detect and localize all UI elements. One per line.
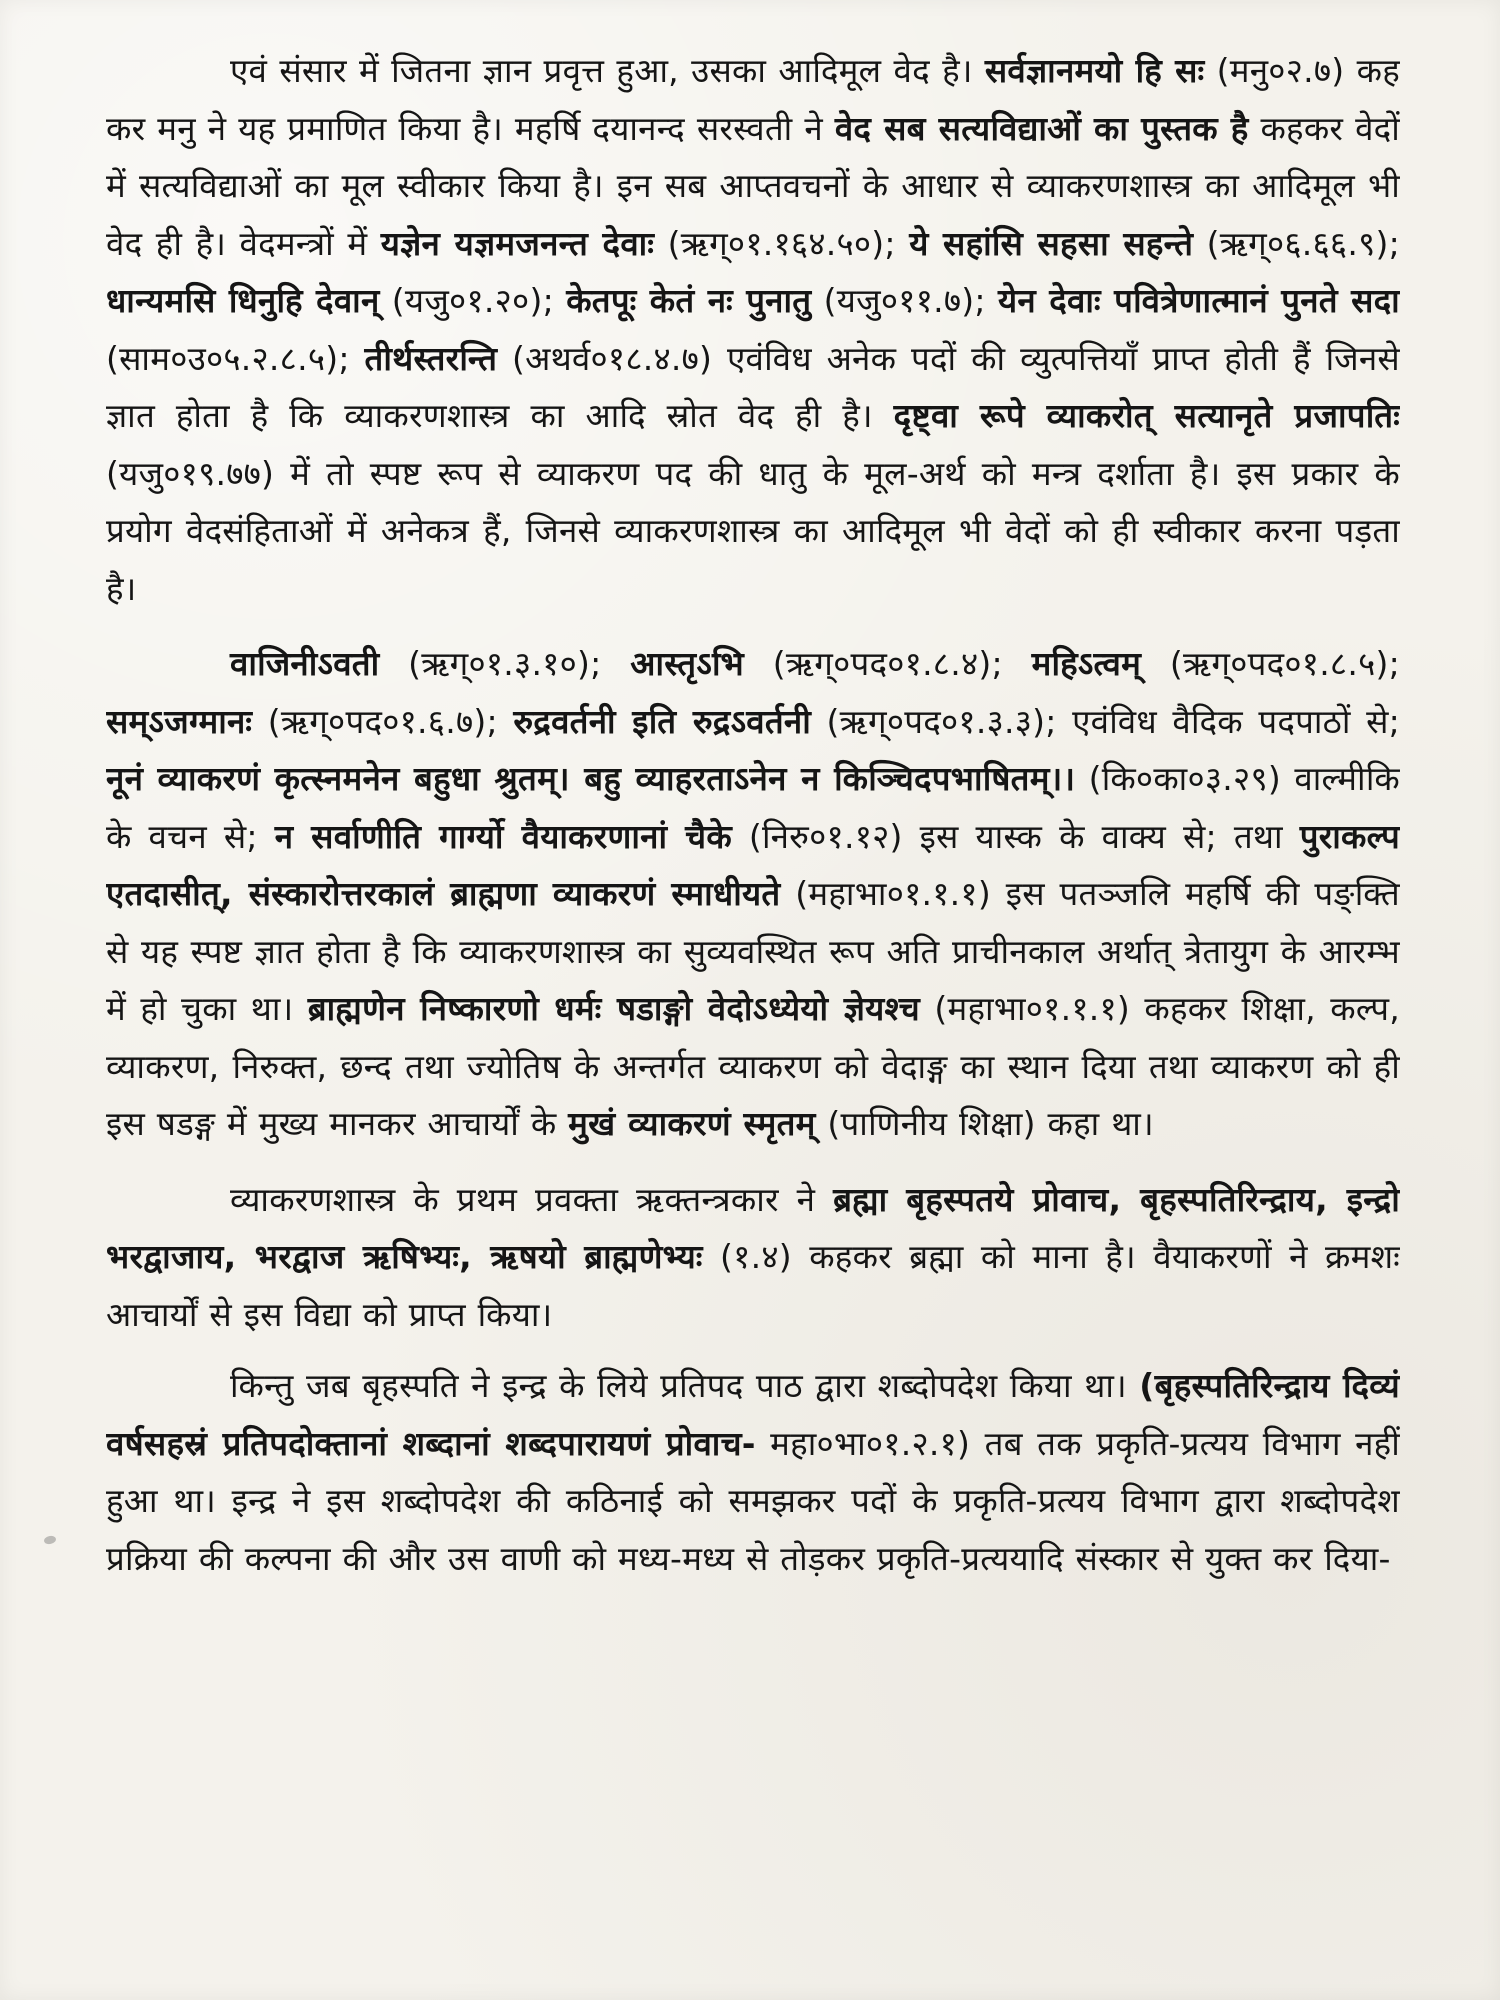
paragraph-2-segment-8: (ऋग्०पद०१.६.७); xyxy=(252,701,514,741)
paragraph-1-segment-10: धान्यमसि धिनुहि देवान् xyxy=(106,281,380,320)
paragraph-2-segment-16: (महाभा०१.१.१) इस पतञ्जलि महर्षि की पङ्क्ति से यह स्पष्ट ज्ञात होता है कि व्याकरणशास्त्र का सुव्यवस्थित रूप अति प्राचीनकाल अर्थात् त्रेतायुग के आरम्भ में हो चुका था। xyxy=(106,874,1400,1028)
paragraph-1-segment-13: (यजु०११.७); xyxy=(811,281,999,320)
paragraph-2-segment-14: (निरु०१.१२) इस यास्क के वाक्य से; तथा xyxy=(731,816,1300,856)
paragraph-2-segment-20: (पाणिनीय शिक्षा) कहा था। xyxy=(815,1104,1154,1143)
paragraph-2-segment-2: (ऋग्०१.३.१०); xyxy=(379,644,631,683)
paragraph-1-segment-12: केतपूः केतं नः पुनातु xyxy=(566,281,812,320)
paragraph-1-segment-1: एवं संसार में जितना ज्ञान प्रवृत्त हुआ, उसका आदिमूल वेद है। xyxy=(230,51,985,90)
paragraph-2-segment-11: नूनं व्याकरणं कृत्स्नमनेन बहुधा श्रुतम्। बहु व्याहरताऽनेन न किञ्चिदपभाषितम्।। xyxy=(106,759,1076,798)
paragraph-2-segment-5: महिऽत्वम् xyxy=(1031,644,1142,683)
paragraph-1-segment-5: कहकर वेदों में सत्यविद्याओं का मूल स्वीकार किया है। इन सब आप्तवचनों के आधार से व्याकरणशास्त्र का आदिमूल भी वेद ही है। वेदमन्त्रों में xyxy=(106,108,1400,263)
paragraph-1-segment-7: (ऋग्०१.१६४.५०); xyxy=(654,223,910,263)
paragraph-1-segment-6: यज्ञेन यज्ञमजनन्त देवाः xyxy=(380,223,655,263)
paragraph-1-segment-18: दृष्ट्वा रूपे व्याकरोत् सत्यानृते प्रजापतिः xyxy=(893,396,1400,435)
paragraph-1-segment-16: तीर्थस्तरन्ति xyxy=(364,338,498,378)
paragraph-1-segment-2: सर्वज्ञानमयो हि सः xyxy=(984,51,1205,90)
paragraph-3-segment-3: (१.४) कहकर ब्रह्मा को माना है। वैयाकरणों ने क्रमशः आचार्यों से इस विद्या को प्राप्त किया। xyxy=(106,1237,1400,1334)
paragraph-2-segment-4: (ऋग्०पद०१.८.४); xyxy=(744,644,1032,683)
paragraph-2 xyxy=(106,635,1400,1153)
paragraph-2-segment-13: न सर्वाणीति गार्ग्यो वैयाकरणानां चैके xyxy=(274,816,732,856)
paragraph-2-segment-17: ब्राह्मणेन निष्कारणो धर्मः षडाङ्गो वेदोऽध्येयो ज्ञेयश्च xyxy=(307,989,920,1028)
paragraph-2-segment-12: (कि०का०३.२९) वाल्मीकि के वचन से; xyxy=(106,759,1400,856)
paragraph-3-segment-1: व्याकरणशास्त्र के प्रथम प्रवक्ता ऋक्तन्त्रकार ने xyxy=(230,1179,834,1219)
paragraph-1-segment-11: (यजु०१.२०); xyxy=(379,281,567,320)
paragraph-2-segment-10: (ऋग्०पद०१.३.३); एवंविध वैदिक पदपाठों से; xyxy=(811,701,1400,741)
document-text xyxy=(106,42,1400,1972)
paragraph-2-segment-18: (महाभा०१.१.१) कहकर शिक्षा, कल्प, व्याकरण, निरुक्त, छन्द तथा ज्योतिष के अन्तर्गत व्याकरण को वेदाङ्ग का स्थान दिया तथा व्याकरण को ही इस षडङ्ग में मुख्य मानकर आचार्यों के xyxy=(106,989,1400,1143)
paragraph-1-segment-8: ये सहांसि सहसा सहन्ते xyxy=(909,223,1194,263)
paragraph-1-segment-3: (मनु०२.७) कह कर मनु ने यह प्रमाणित किया है। महर्षि दयानन्द सरस्वती ने xyxy=(106,51,1400,148)
paragraph-3 xyxy=(106,1171,1400,1344)
paragraph-3-segment-2: ब्रह्मा बृहस्पतये प्रोवाच, बृहस्पतिरिन्द्राय, इन्द्रो भरद्वाजाय, भरद्वाज ऋषिभ्यः, ऋषयो ब्राह्मणेभ्यः xyxy=(106,1179,1400,1276)
paragraph-1-segment-17: (अथर्व०१८.४.७) एवंविध अनेक पदों की व्युत्पत्तियाँ प्राप्त होती हैं जिनसे ज्ञात होता है कि व्याकरणशास्त्र का आदि स्रोत वेद ही है। xyxy=(106,338,1400,435)
paragraph-4-segment-2: (बृहस्पतिरिन्द्राय दिव्यं वर्षसहस्रं प्रतिपदोक्तानां शब्दानां शब्दपारायणं प्रोवाच- xyxy=(106,1366,1400,1463)
paragraph-1-segment-19: (यजु०१९.७७) में तो स्पष्ट रूप से व्याकरण पद की धातु के मूल-अर्थ को मन्त्र दर्शाता है। इस प्रकार के प्रयोग वेदसंहिताओं में अनेकत्र हैं, जिनसे व्याकरणशास्त्र का आदिमूल भी वेदों को ही स्वीकार करना पड़ता है। xyxy=(106,453,1400,608)
paragraph-2-segment-3: आस्तृऽभि xyxy=(630,644,744,683)
paragraph-2-segment-15: पुराकल्प एतदासीत्, संस्कारोत्तरकालं ब्राह्मणा व्याकरणं स्माधीयते xyxy=(106,816,1400,913)
scan-smudge xyxy=(43,1535,56,1545)
paragraph-2-segment-1: वाजिनीऽवती xyxy=(230,644,380,683)
paragraph-1-segment-15: (साम०उ०५.२.८.५); xyxy=(106,338,365,378)
paragraph-1-segment-9: (ऋग्०६.६६.९); xyxy=(1193,223,1400,263)
paragraph-1 xyxy=(106,42,1400,617)
paragraph-1-segment-4: वेद सब सत्यविद्याओं का पुस्तक है xyxy=(834,108,1249,148)
paragraph-4 xyxy=(106,1357,1400,1587)
paragraph-2-segment-6: (ऋग्०पद०१.८.५); xyxy=(1141,644,1400,683)
paragraph-2-segment-19: मुखं व्याकरणं स्मृतम् xyxy=(568,1104,816,1143)
paragraph-4-segment-1: किन्तु जब बृहस्पति ने इन्द्र के लिये प्रतिपद पाठ द्वारा शब्दोपदेश किया था। xyxy=(230,1366,1140,1405)
paragraph-2-segment-7: सम्ऽजग्मानः xyxy=(106,701,253,741)
paragraph-2-segment-9: रुद्रवर्तनी इति रुद्रऽवर्तनी xyxy=(513,701,812,741)
paragraph-1-segment-14: येन देवाः पवित्रेणात्मानं पुनते सदा xyxy=(998,281,1400,320)
paragraph-4-segment-3: महा०भा०१.२.१) तब तक प्रकृति-प्रत्यय विभाग नहीं हुआ था। इन्द्र ने इस शब्दोपदेश की कठिनाई को समझकर पदों के प्रकृति-प्रत्यय विभाग द्वारा शब्दोपदेश प्रक्रिया की कल्पना की और उस वाणी को मध्य-मध्य से तोड़कर प्रकृति-प्रत्ययादि संस्कार से युक्त कर दिया- xyxy=(106,1423,1400,1578)
